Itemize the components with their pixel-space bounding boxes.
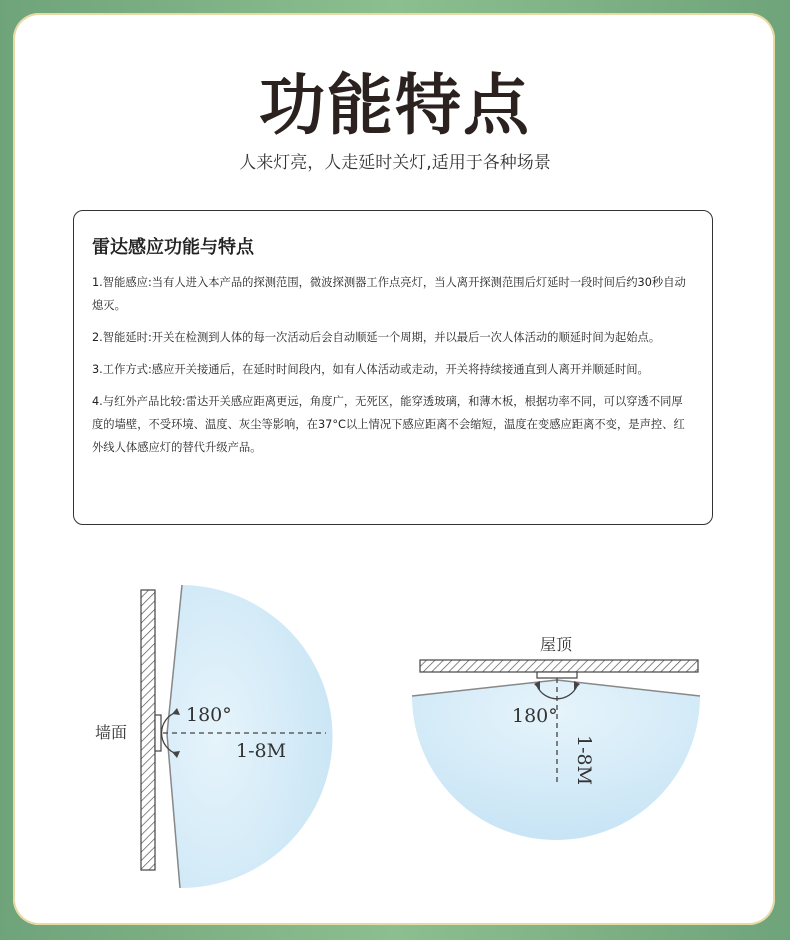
ceiling	[420, 660, 698, 672]
page-title: 功能特点	[259, 67, 531, 144]
features-heading: 雷达感应功能与特点	[92, 237, 254, 258]
features-box	[73, 210, 713, 525]
ceiling-mount-label: 屋顶	[540, 635, 573, 654]
wall-detection-zone	[167, 585, 333, 888]
ceiling-angle-label: 180°	[512, 705, 558, 727]
feature-item: 1.智能感应:当有人进入本产品的探测范围，微波探测器工作点亮灯，当人离开探测范围后灯延时一段时间后约30秒自动熄灭。	[92, 276, 686, 312]
page-subtitle: 人来灯亮，人走延时关灯,适用于各种场景	[239, 153, 551, 173]
wall-angle-label: 180°	[186, 704, 232, 726]
ceiling-sensor	[537, 672, 577, 678]
feature-item: 4.与红外产品比较:雷达开关感应距离更远，角度广，无死区，能穿透玻璃，和薄木板，根据功率不同，可以穿透不同厚度的墙壁，不受环境、温度、灰尘等影响，在37°C以上情况下感应距离不会缩短，温度在变感应距离不变，是声控、红外线人体感应灯的替代升级产品。	[92, 395, 685, 454]
ceiling-mount-diagram	[412, 635, 700, 840]
ceiling-detection-zone	[412, 680, 700, 840]
wall-mount-label: 墙面	[95, 723, 128, 742]
installation-diagrams	[0, 560, 790, 890]
ceiling-range-label: 1-8M	[573, 735, 595, 786]
wall-sensor	[155, 715, 161, 751]
wall-range-label: 1-8M	[236, 740, 287, 762]
wall	[141, 590, 155, 870]
wall-mount-diagram	[95, 585, 333, 888]
feature-item: 3.工作方式:感应开关接通后，在延时时间段内，如有人体活动或走动，开关将持续接通直到人离开并顺延时间。	[92, 363, 649, 376]
feature-item: 2.智能延时:开关在检测到人体的每一次活动后会自动顺延一个周期，并以最后一次人体活动的顺延时间为起始点。	[92, 331, 661, 344]
